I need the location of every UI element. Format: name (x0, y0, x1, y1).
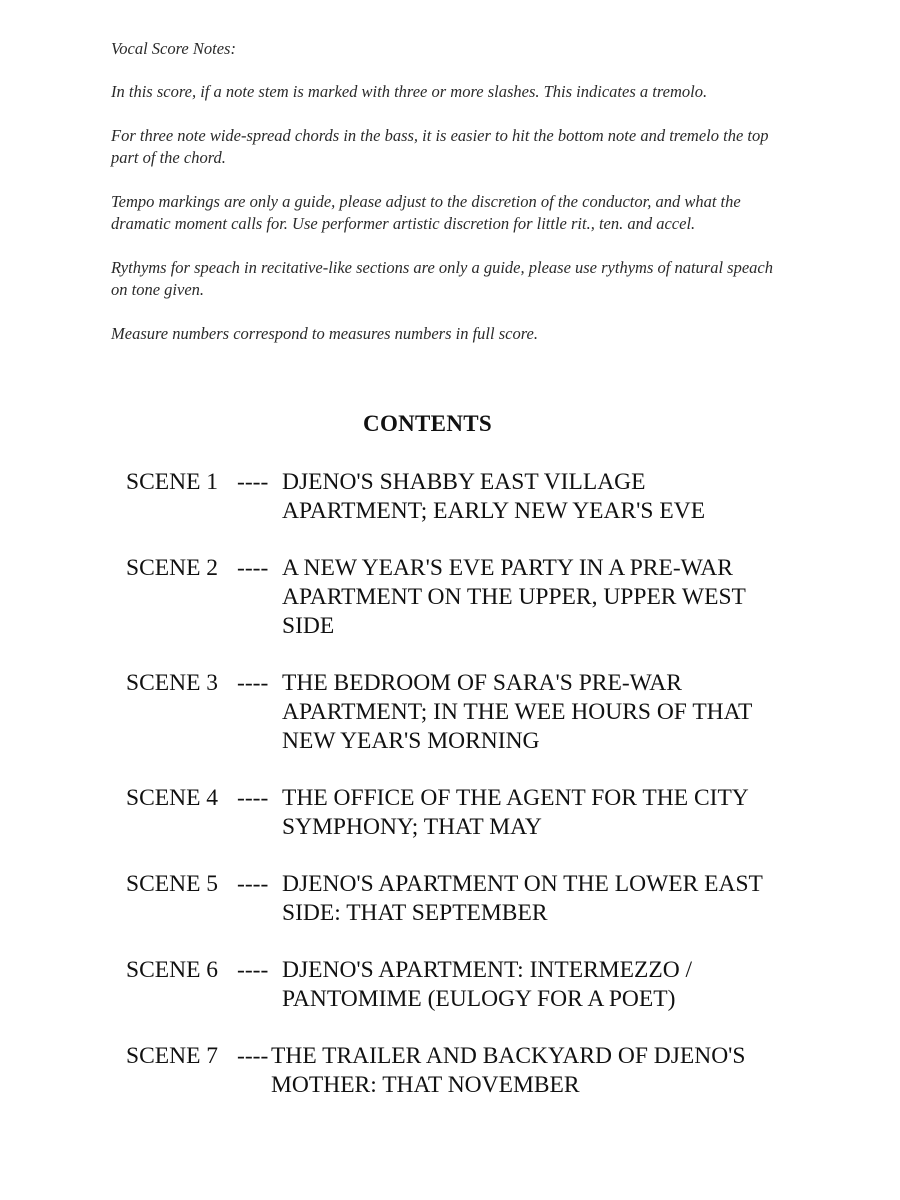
contents-list (126, 468, 826, 1128)
scene-label: SCENE 5 (126, 871, 219, 897)
scene-entry-6 (126, 956, 826, 1014)
scene-description-line: DJENO'S SHABBY EAST VILLAGE (282, 469, 646, 495)
scene-entry-4 (126, 784, 826, 842)
scene-description-line: MOTHER: THAT NOVEMBER (271, 1072, 580, 1098)
scene-entry-7 (126, 1042, 826, 1100)
scene-entry-3 (126, 669, 826, 756)
scene-description-line: DJENO'S APARTMENT ON THE LOWER EAST (282, 871, 763, 897)
scene-description-line: THE BEDROOM OF SARA'S PRE-WAR (282, 670, 682, 696)
scene-description (282, 870, 826, 928)
scene-entry-5 (126, 870, 826, 928)
note-paragraph-rhythms: Rythyms for speach in recitative-like sections are only a guide, please use rythyms of natural speach on tone given. (111, 258, 773, 299)
scene-description (271, 1042, 826, 1100)
scene-description-line: A NEW YEAR'S EVE PARTY IN A PRE-WAR (282, 555, 733, 581)
scene-description (282, 956, 826, 1014)
scene-entry-2 (126, 554, 826, 641)
scene-description (282, 468, 826, 526)
scene-label: SCENE 6 (126, 957, 219, 983)
scene-entry-1 (126, 468, 826, 526)
scene-description (282, 554, 826, 641)
scene-description-line: NEW YEAR'S MORNING (282, 728, 540, 754)
scene-label: SCENE 4 (126, 785, 219, 811)
scene-label: SCENE 7 (126, 1043, 219, 1069)
scene-label: SCENE 3 (126, 670, 219, 696)
vocal-score-notes (111, 38, 791, 367)
scene-description-line: PANTOMIME (EULOGY FOR A POET) (282, 986, 676, 1012)
contents-heading: CONTENTS (363, 411, 492, 436)
scene-dash: ---- (237, 469, 269, 495)
scene-description (282, 784, 826, 842)
scene-description-line: SIDE (282, 613, 335, 639)
scene-label: SCENE 1 (126, 469, 219, 495)
scene-dash: ---- (237, 1043, 269, 1069)
scene-description-line: APARTMENT; EARLY NEW YEAR'S EVE (282, 498, 706, 524)
notes-title: Vocal Score Notes: (111, 39, 236, 58)
scene-description-line: APARTMENT; IN THE WEE HOURS OF THAT (282, 699, 753, 725)
scene-dash: ---- (237, 871, 269, 897)
scene-dash: ---- (237, 670, 269, 696)
scene-description-line: THE OFFICE OF THE AGENT FOR THE CITY (282, 785, 749, 811)
scene-label: SCENE 2 (126, 555, 219, 581)
note-paragraph-measures: Measure numbers correspond to measures numbers in full score. (111, 324, 538, 343)
scene-description (282, 669, 826, 756)
scene-description-line: DJENO'S APARTMENT: INTERMEZZO / (282, 957, 693, 983)
note-paragraph-tempo: Tempo markings are only a guide, please adjust to the discretion of the conductor, and what the dramatic moment calls for. Use performer artistic discretion for little rit., ten. and accel. (111, 192, 741, 233)
scene-description-line: SYMPHONY; THAT MAY (282, 814, 542, 840)
scene-description-line: SIDE: THAT SEPTEMBER (282, 900, 548, 926)
scene-dash: ---- (237, 785, 269, 811)
note-paragraph-chords: For three note wide-spread chords in the bass, it is easier to hit the bottom note and tremelo the top part of the chord. (111, 126, 769, 167)
scene-description-line: THE TRAILER AND BACKYARD OF DJENO'S (271, 1043, 746, 1069)
scene-dash: ---- (237, 957, 269, 983)
note-paragraph-tremolo: In this score, if a note stem is marked with three or more slashes. This indicates a tremolo. (111, 82, 708, 101)
scene-dash: ---- (237, 555, 269, 581)
scene-description-line: APARTMENT ON THE UPPER, UPPER WEST (282, 584, 746, 610)
